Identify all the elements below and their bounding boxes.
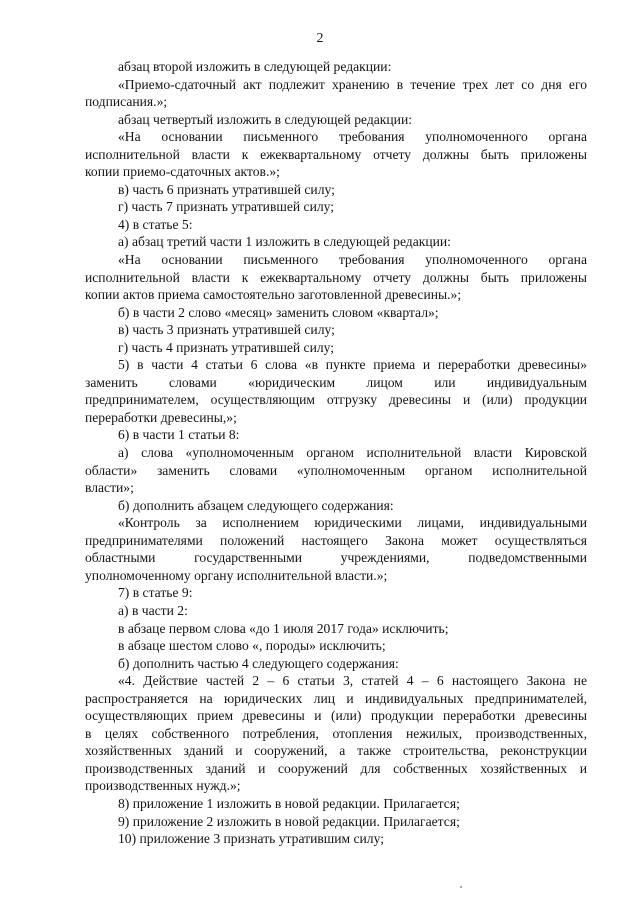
text-line: копии приемо-сдаточных актов.»;: [85, 164, 280, 180]
text-line: 6) в части 1 статьи 8:: [118, 427, 240, 443]
text-line: «На основании письменного требования уполномоченного органа: [118, 129, 587, 145]
text-line: абзац четвертый изложить в следующей редакции:: [118, 111, 413, 127]
text-line: власти»;: [85, 480, 134, 496]
text-line: в абзаце шестом слово «, породы» исключить;: [118, 638, 386, 654]
text-line: исполнительной власти к ежеквартальному отчету должны быть приложены: [85, 269, 587, 285]
text-line: копии актов приема самостоятельно заготовленной древесины.»;: [85, 287, 462, 303]
text-line: г) часть 7 признать утратившей силу;: [118, 199, 335, 215]
text-line: заменить словами «юридическим лицом или индивидуальным: [85, 374, 587, 390]
scan-speck: [460, 886, 462, 888]
text-line: б) дополнить абзацем следующего содержания:: [118, 497, 394, 513]
text-line: хозяйственных зданий и сооружений, а также строительства, реконструкции: [85, 743, 587, 759]
text-line: в целях собственного потребления, отопления нежилых, производственных,: [85, 725, 587, 741]
text-line: а) слова «уполномоченным органом исполнительной власти Кировской: [118, 445, 587, 461]
text-line: подписания.»;: [85, 94, 168, 110]
text-line: уполномоченному органу исполнительной власти.»;: [85, 567, 388, 583]
text-line: «Контроль за исполнением юридическими лицами, индивидуальными: [118, 515, 587, 531]
text-line: а) абзац третий части 1 изложить в следующей редакции:: [118, 234, 451, 250]
text-line: 7) в статье 9:: [118, 585, 193, 601]
text-line: в) часть 6 признать утратившей силу;: [118, 181, 335, 197]
text-line: г) часть 4 признать утратившей силу;: [118, 339, 335, 355]
text-line: предпринимателями положений настоящего Закона может осуществляться: [85, 532, 587, 548]
text-line: б) в части 2 слово «месяц» заменить словом «квартал»;: [118, 304, 439, 320]
text-line: 9) приложение 2 изложить в новой редакции. Прилагается;: [118, 813, 460, 829]
text-line: в) часть 3 признать утратившей силу;: [118, 322, 335, 338]
text-line: распространяется на юридических лиц и индивидуальных предпринимателей,: [85, 690, 587, 706]
text-line: в абзаце первом слова «до 1 июля 2017 года» исключить;: [118, 620, 449, 636]
document-body: [85, 58, 587, 848]
text-line: «4. Действие частей 2 – 6 статьи 3, статей 4 – 6 настоящего Закона не: [118, 673, 587, 689]
text-line: исполнительной власти к ежеквартальному отчету должны быть приложены: [85, 146, 587, 162]
text-line: «Приемо-сдаточный акт подлежит хранению в течение трех лет со дня его: [118, 76, 587, 92]
text-line: 8) приложение 1 изложить в новой редакции. Прилагается;: [118, 795, 460, 811]
text-line: а) в части 2:: [118, 602, 188, 618]
text-line: областными государственными учреждениями, подведомственными: [85, 550, 587, 566]
text-line: производственных зданий и сооружений для собственных хозяйственных и: [85, 760, 587, 776]
text-line: производственных нужд.»;: [85, 778, 241, 794]
page-number: 2: [316, 31, 324, 46]
text-line: 5) в части 4 статьи 6 слова «в пункте приема и переработки древесины»: [118, 357, 587, 373]
text-line: переработки древесины,»;: [85, 409, 237, 425]
text-line: абзац второй изложить в следующей редакции:: [118, 59, 392, 74]
text-line: предпринимателем, осуществляющим отгрузку древесины и (или) продукции: [85, 392, 587, 408]
text-line: б) дополнить частью 4 следующего содержания:: [118, 655, 399, 671]
text-line: «На основании письменного требования уполномоченного органа: [118, 252, 587, 268]
text-line: 10) приложение 3 признать утратившим силу;: [118, 831, 384, 847]
text-line: 4) в статье 5:: [118, 216, 193, 232]
text-line: области» заменить словами «уполномоченным органом исполнительной: [85, 462, 587, 478]
text-line: осуществляющих прием древесины и (или) продукции переработки древесины: [85, 708, 587, 724]
